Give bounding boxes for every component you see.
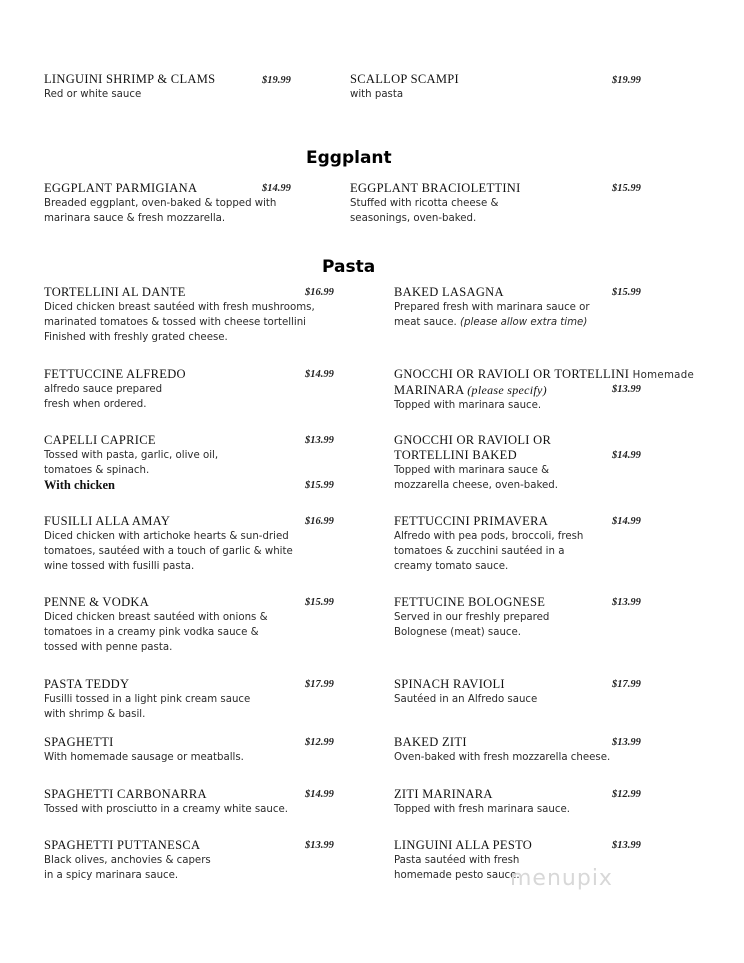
item-name: SPAGHETTI [44, 735, 114, 749]
item-desc: tomatoes & zucchini sautéed in a [394, 546, 565, 557]
menu-item-ziti-marinara [394, 787, 570, 817]
item-desc: wine tossed with fusilli pasta. [44, 561, 195, 572]
item-price: $14.99 [612, 450, 641, 461]
item-desc: tomatoes & spinach. [44, 465, 150, 476]
item-name: PENNE & VODKA [44, 595, 150, 609]
item-price: $15.99 [612, 183, 641, 194]
menu-item-spinach-ravioli [394, 677, 537, 707]
menu-item-scallop-scampi [350, 72, 459, 102]
item-name: EGGPLANT PARMIGIANA [44, 181, 198, 195]
item-desc-text: meat sauce. [394, 317, 457, 328]
item-desc: tomatoes in a creamy pink vodka sauce & [44, 627, 259, 638]
item-desc: with pasta [350, 89, 404, 100]
item-price: $19.99 [262, 75, 291, 86]
item-desc: Prepared fresh with marinara sauce or [394, 302, 590, 313]
item-desc: Diced chicken breast sautéed with fresh mushrooms, [44, 302, 315, 313]
menu-item-baked-ziti [394, 735, 610, 765]
item-price: $13.99 [305, 840, 334, 851]
item-name-2: TORTELLINI BAKED [394, 448, 517, 462]
item-desc: Black olives, anchovies & capers [44, 855, 211, 866]
menu-item-eggplant-parmigiana [44, 181, 276, 226]
item-desc: Pasta sautéed with fresh [394, 855, 520, 866]
item-desc: Alfredo with pea pods, broccoli, fresh [394, 531, 584, 542]
item-name-line-2 [394, 383, 694, 398]
menu-item-fettuccine-alfredo [44, 367, 186, 412]
item-name: FETTUCCINE ALFREDO [44, 367, 186, 381]
item-name: CAPELLI CAPRICE [44, 433, 156, 447]
menu-item-gnocchi-ravioli-tortellini-marinara [394, 367, 694, 413]
item-price: $17.99 [305, 679, 334, 690]
item-name-line [394, 367, 694, 383]
item-desc: creamy tomato sauce. [394, 561, 509, 572]
item-name: GNOCCHI OR RAVIOLI OR TORTELLINI [394, 367, 630, 381]
item-desc: Sautéed in an Alfredo sauce [394, 694, 538, 705]
item-specify: (please specify) [467, 383, 547, 397]
menu-item-penne-vodka [44, 595, 268, 655]
item-price: $16.99 [305, 516, 334, 527]
menu-item-spaghetti [44, 735, 244, 765]
item-price: $12.99 [612, 789, 641, 800]
item-price: $13.99 [612, 737, 641, 748]
item-desc: with shrimp & basil. [44, 709, 146, 720]
menu-item-spaghetti-puttanesca [44, 838, 211, 883]
item-name-2: MARINARA [394, 383, 464, 397]
item-price: $15.99 [612, 287, 641, 298]
item-desc: marinara sauce & fresh mozzarella. [44, 213, 226, 224]
item-desc: Topped with fresh marinara sauce. [394, 804, 570, 815]
item-desc: fresh when ordered. [44, 399, 147, 410]
item-price: $14.99 [262, 183, 291, 194]
menu-item-tortellini-al-dante [44, 285, 315, 345]
item-price: $14.99 [612, 516, 641, 527]
item-price: $16.99 [305, 287, 334, 298]
item-option: With chicken [44, 478, 115, 492]
item-desc: Diced chicken with artichoke hearts & sun-dried [44, 531, 289, 542]
menu-item-eggplant-braciolettini [350, 181, 521, 226]
item-desc: homemade pesto sauce. [394, 870, 520, 881]
menu-item-linguini-shrimp-clams [44, 72, 215, 102]
item-price: $13.99 [612, 840, 641, 851]
item-name: FETTUCCINI PRIMAVERA [394, 514, 549, 528]
item-desc: tossed with penne pasta. [44, 642, 173, 653]
item-desc: Red or white sauce [44, 89, 142, 100]
item-name: ZITI MARINARA [394, 787, 493, 801]
item-name: GNOCCHI OR RAVIOLI OR [394, 433, 552, 447]
item-price: $17.99 [612, 679, 641, 690]
item-price: $12.99 [305, 737, 334, 748]
item-desc: Stuffed with ricotta cheese & [350, 198, 499, 209]
menu-item-fettuccini-primavera [394, 514, 583, 574]
item-name: SCALLOP SCAMPI [350, 72, 459, 86]
menu-item-spaghetti-carbonarra [44, 787, 288, 817]
item-name: LINGUINI ALLA PESTO [394, 838, 533, 852]
item-desc: marinated tomatoes & tossed with cheese tortellini [44, 317, 306, 328]
item-price: $15.99 [305, 597, 334, 608]
item-name: SPAGHETTI PUTTANESCA [44, 838, 201, 852]
section-heading-pasta: Pasta [322, 257, 376, 277]
item-name-suffix: Homemade [632, 370, 695, 381]
menu-item-pasta-teddy [44, 677, 250, 722]
item-desc: Served in our freshly prepared [394, 612, 550, 623]
item-name: BAKED LASAGNA [394, 285, 504, 299]
item-desc: Diced chicken breast sautéed with onions & [44, 612, 268, 623]
watermark-logo: menupix [510, 866, 613, 891]
item-desc: Fusilli tossed in a light pink cream sauce [44, 694, 251, 705]
item-desc: Oven-baked with fresh mozzarella cheese. [394, 752, 611, 763]
item-name: TORTELLINI AL DANTE [44, 285, 186, 299]
item-desc: seasonings, oven-baked. [350, 213, 477, 224]
menu-item-fettucine-bolognese [394, 595, 549, 640]
section-heading-eggplant: Eggplant [306, 148, 392, 168]
item-price: $13.99 [612, 597, 641, 608]
item-desc: Topped with marinara sauce & [394, 465, 550, 476]
item-name: SPINACH RAVIOLI [394, 677, 505, 691]
item-desc [394, 315, 590, 330]
item-price: $13.99 [305, 435, 334, 446]
item-desc: Bolognese (meat) sauce. [394, 627, 522, 638]
item-desc: Topped with marinara sauce. [394, 400, 542, 411]
menu-item-baked-lasagna [394, 285, 590, 330]
menu-item-capelli-caprice [44, 433, 218, 493]
item-desc: in a spicy marinara sauce. [44, 870, 179, 881]
item-desc: With homemade sausage or meatballs. [44, 752, 244, 763]
item-desc: alfredo sauce prepared [44, 384, 163, 395]
item-price: $14.99 [305, 789, 334, 800]
item-desc: tomatoes, sautéed with a touch of garlic & white [44, 546, 293, 557]
item-price: $19.99 [612, 75, 641, 86]
item-price: $13.99 [612, 384, 641, 395]
item-desc: Tossed with pasta, garlic, olive oil, [44, 450, 219, 461]
item-name: FUSILLI ALLA AMAY [44, 514, 171, 528]
item-option-price: $15.99 [305, 480, 334, 491]
item-note: (please allow extra time) [460, 317, 588, 328]
item-desc: mozzarella cheese, oven-baked. [394, 480, 558, 491]
menu-item-fusilli-alla-amay [44, 514, 293, 574]
item-name: PASTA TEDDY [44, 677, 130, 691]
item-desc: Breaded eggplant, oven-baked & topped with [44, 198, 277, 209]
item-name: FETTUCINE BOLOGNESE [394, 595, 546, 609]
item-name: EGGPLANT BRACIOLETTINI [350, 181, 521, 195]
item-desc: Finished with freshly grated cheese. [44, 332, 228, 343]
item-name: LINGUINI SHRIMP & CLAMS [44, 72, 216, 86]
item-price: $14.99 [305, 369, 334, 380]
item-desc: Tossed with prosciutto in a creamy white sauce. [44, 804, 288, 815]
item-name: BAKED ZITI [394, 735, 467, 749]
item-name: SPAGHETTI CARBONARRA [44, 787, 207, 801]
menu-item-gnocchi-ravioli-tortellini-baked [394, 433, 558, 493]
